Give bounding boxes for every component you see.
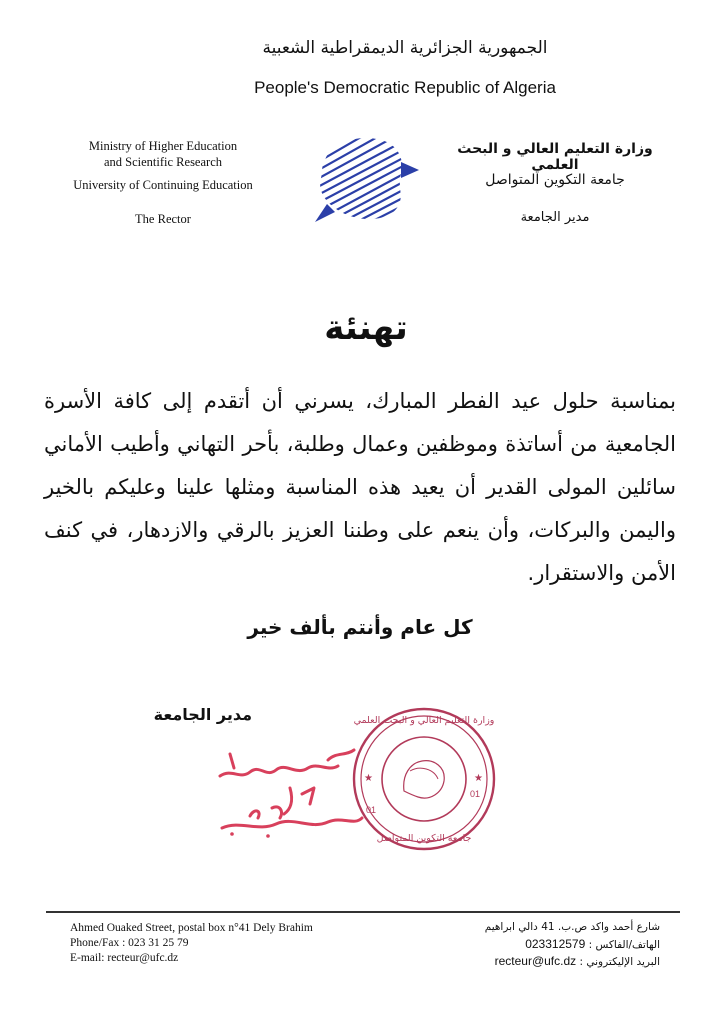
footer-email-arabic-value[interactable]: recteur@ufc.dz [494, 954, 577, 968]
stamp-number-left: 01 [366, 805, 377, 815]
footer-phone-arabic [360, 937, 660, 951]
rector-title-arabic: مدير الجامعة [520, 210, 590, 225]
footer-divider [46, 911, 680, 913]
country-name-arabic: الجمهورية الجزائرية الديمقراطية الشعبية [262, 38, 548, 58]
stamp-star-icon: ★ [364, 773, 373, 784]
stamp-university-text: جامعة التكوين المتواصل [376, 833, 472, 844]
stamp-ministry-text: وزارة التعليم العالي و البحث العلمي [353, 715, 495, 726]
ministry-name-english-line2: and Scientific Research [103, 155, 222, 169]
footer-phone-english: Phone/Fax : 023 31 25 79 [70, 937, 189, 949]
official-stamp [350, 705, 498, 853]
ministry-name-arabic: وزارة التعليم العالي و البحث العلمي [457, 141, 653, 173]
footer-phone-arabic-label: الهاتف/الفاكس : [588, 939, 660, 951]
university-name-english: University of Continuing Education [73, 178, 253, 192]
stamp-number-right: 01 [470, 789, 481, 799]
footer-email-arabic-label: البريد الإليكتروني : [579, 956, 660, 968]
footer-phone-arabic-value: 023312579 [525, 937, 586, 951]
footer-address-arabic: شارع أحمد واكد ص.ب. 41 دالي ابراهيم [484, 921, 660, 933]
university-name-arabic: جامعة التكوين المتواصل [485, 172, 625, 188]
footer-email-arabic [360, 954, 660, 968]
rector-title-english: The Rector [135, 212, 191, 226]
country-name-english: People's Democratic Republic of Algeria [254, 78, 556, 97]
ministry-name-english-line1: Ministry of Higher Education [88, 139, 238, 153]
signature-title: مدير الجامعة [153, 705, 252, 724]
stamp-star-icon: ★ [474, 773, 483, 784]
university-logo-icon [297, 130, 422, 225]
footer-address-english: Ahmed Ouaked Street, postal box n°41 Dely Brahim [70, 922, 313, 934]
closing-greeting: كل عام وأنتم بألف خير [247, 615, 473, 639]
letter-body: بمناسبة حلول عيد الفطر المبارك، يسرني أن أتقدم إلى كافة الأسرة الجامعية من أساتذة وموظفين وعمال وطلبة، بأحر التهاني وأطيب الأماني سائلين المولى القدير أن يعيد هذه المناسبة ومثلها علينا وعليكم بالخير واليمن والبركات، وأن ينعم على وطننا العزيز بالرقي والازدهار، في كنف الأمن والاستقرار. [44, 389, 676, 585]
footer-email-english[interactable]: E-mail: recteur@ufc.dz [70, 952, 179, 964]
handwritten-signature [210, 738, 370, 848]
letter-heading: تهنئة [324, 308, 408, 348]
